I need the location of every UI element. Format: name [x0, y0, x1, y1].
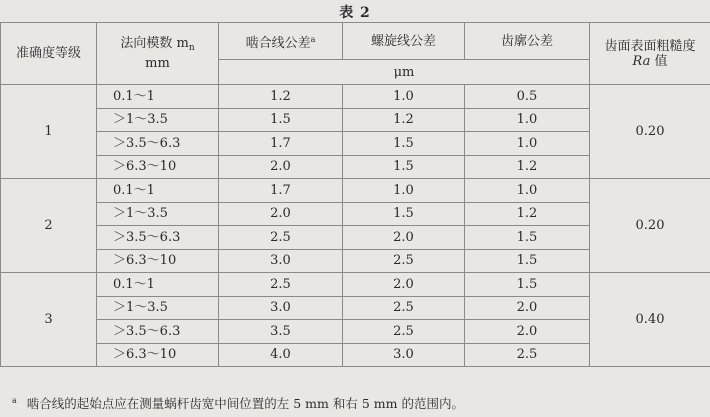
meshing-cell: 2.5 — [219, 226, 343, 250]
helix-cell: 1.5 — [343, 202, 465, 226]
table-caption: 表 2 — [339, 5, 371, 21]
module-cell: 0.1～1 — [97, 85, 219, 109]
table-row — [1, 273, 710, 297]
profile-cell: 1.5 — [465, 226, 590, 250]
meshing-cell: 3.5 — [219, 320, 343, 344]
profile-cell: 2.0 — [465, 296, 590, 320]
module-cell: 0.1～1 — [97, 273, 219, 297]
module-cell: ＞1～3.5 — [97, 296, 219, 320]
grade-cell: 1 — [1, 85, 97, 179]
helix-cell: 1.0 — [343, 85, 465, 109]
header-module-sub: n — [188, 43, 195, 53]
helix-cell: 1.0 — [343, 179, 465, 203]
table-footnote — [12, 394, 702, 412]
meshing-cell: 2.0 — [219, 155, 343, 179]
meshing-cell: 1.7 — [219, 179, 343, 203]
helix-cell: 2.5 — [343, 296, 465, 320]
profile-cell: 2.0 — [465, 320, 590, 344]
roughness-cell: 0.20 — [590, 179, 710, 273]
meshing-cell: 1.5 — [219, 108, 343, 132]
tolerance-table — [0, 22, 710, 367]
module-cell: ＞6.3～10 — [97, 343, 219, 367]
helix-cell: 2.5 — [343, 249, 465, 273]
module-cell: ＞6.3～10 — [97, 249, 219, 273]
profile-cell: 0.5 — [465, 85, 590, 109]
header-helix: 螺旋线公差 — [343, 23, 465, 60]
module-cell: ＞6.3～10 — [97, 155, 219, 179]
header-module-unit: mm — [145, 56, 170, 71]
header-roughness-value: 值 — [654, 53, 668, 69]
header-profile: 齿廓公差 — [465, 23, 590, 60]
helix-cell: 1.2 — [343, 108, 465, 132]
profile-cell: 1.0 — [465, 108, 590, 132]
profile-cell: 1.5 — [465, 273, 590, 297]
table-row — [1, 179, 710, 203]
roughness-cell: 0.20 — [590, 85, 710, 179]
profile-cell: 1.2 — [465, 155, 590, 179]
module-cell: ＞3.5～6.3 — [97, 226, 219, 250]
header-unit: μm — [219, 60, 590, 85]
footnote-mark: a — [12, 396, 17, 405]
header-roughness: 齿面表面粗糙度 Ra 值 — [590, 23, 710, 85]
meshing-cell: 1.7 — [219, 132, 343, 156]
footnote-text: 啮合线的起始点应在测量蜗杆齿宽中间位置的左 5 mm 和右 5 mm 的范围内。 — [26, 396, 464, 411]
helix-cell: 3.0 — [343, 343, 465, 367]
header-meshing: 啮合线公差$^a$ — [219, 23, 343, 60]
meshing-cell: 3.0 — [219, 249, 343, 273]
module-cell: ＞3.5～6.3 — [97, 132, 219, 156]
module-cell: 0.1～1 — [97, 179, 219, 203]
header-roughness-ra: Ra — [632, 53, 651, 69]
table-row — [1, 85, 710, 109]
profile-cell: 1.5 — [465, 249, 590, 273]
profile-cell: 1.0 — [465, 179, 590, 203]
helix-cell: 2.5 — [343, 320, 465, 344]
header-module — [97, 23, 219, 85]
profile-cell: 1.2 — [465, 202, 590, 226]
meshing-cell: 3.0 — [219, 296, 343, 320]
profile-cell: 1.0 — [465, 132, 590, 156]
helix-cell: 2.0 — [343, 226, 465, 250]
helix-cell: 1.5 — [343, 132, 465, 156]
helix-cell: 1.5 — [343, 155, 465, 179]
profile-cell: 2.5 — [465, 343, 590, 367]
meshing-cell: 2.5 — [219, 273, 343, 297]
roughness-cell: 0.40 — [590, 273, 710, 367]
module-cell: ＞1～3.5 — [97, 202, 219, 226]
header-meshing-mark: a — [310, 34, 316, 44]
module-cell: ＞3.5～6.3 — [97, 320, 219, 344]
header-grade: 准确度等级 — [1, 23, 97, 85]
grade-cell: 2 — [1, 179, 97, 273]
module-cell: ＞1～3.5 — [97, 108, 219, 132]
meshing-cell: 2.0 — [219, 202, 343, 226]
meshing-cell: 1.2 — [219, 85, 343, 109]
meshing-cell: 4.0 — [219, 343, 343, 367]
helix-cell: 2.0 — [343, 273, 465, 297]
grade-cell: 3 — [1, 273, 97, 367]
header-module-label: 法向模数 m — [120, 36, 189, 51]
